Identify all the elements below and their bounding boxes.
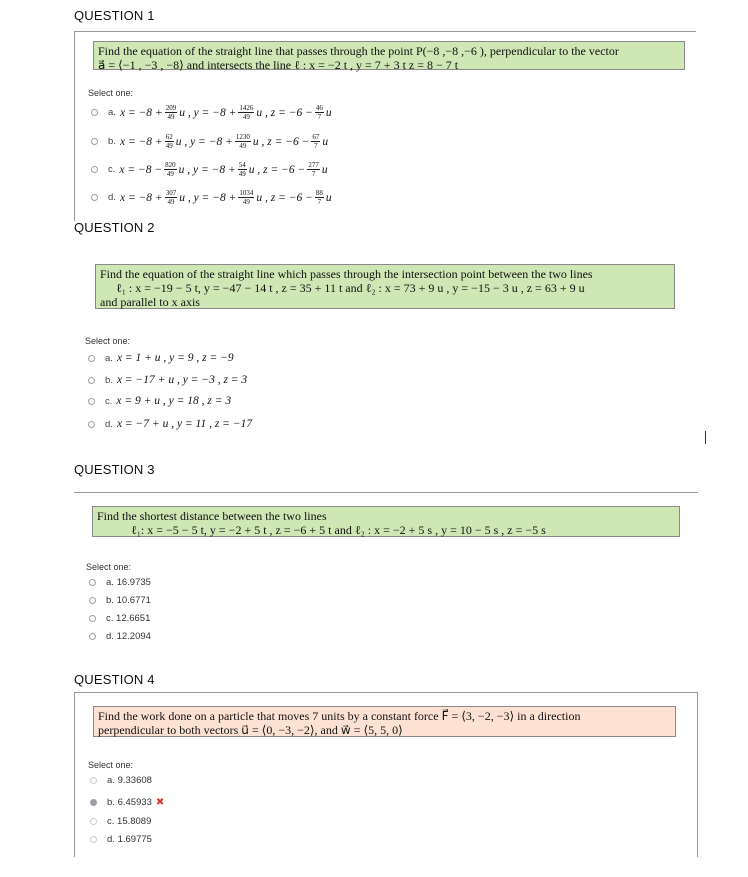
option-equation: x = 1 + u , y = 9 , z = −9	[116, 352, 234, 364]
option-letter: d.	[106, 631, 114, 642]
numerator: 88	[315, 189, 323, 197]
question-3-frame-top	[74, 492, 698, 493]
equation-part: u	[325, 191, 332, 204]
question-1-option-d[interactable]	[91, 189, 332, 206]
question-3-prompt	[92, 506, 680, 537]
numerator: 1426	[239, 104, 254, 112]
option-text	[107, 797, 152, 808]
option-letter: b.	[107, 797, 115, 808]
numerator: 1230	[235, 133, 250, 141]
question-4-option-d[interactable]	[90, 834, 152, 845]
option-letter: c.	[107, 816, 115, 827]
option-value: 16.9735	[116, 577, 151, 588]
denominator: 7	[317, 113, 322, 121]
numerator: 67	[312, 133, 320, 141]
fraction	[165, 189, 178, 206]
denominator: 7	[317, 198, 322, 206]
option-letter: c.	[106, 613, 114, 624]
option-letter: d.	[105, 418, 113, 430]
numerator: 62	[165, 133, 173, 141]
question-3-option-d[interactable]	[89, 631, 151, 642]
option-letter: b.	[106, 595, 114, 606]
numerator: 277	[308, 161, 319, 169]
question-2-title: QUESTION 2	[74, 220, 155, 235]
radio-button[interactable]	[88, 398, 95, 405]
equation-part: u	[325, 106, 332, 119]
radio-button[interactable]	[91, 109, 98, 116]
equation-part: u , z = −6 −	[252, 135, 310, 148]
radio-button[interactable]	[90, 836, 97, 843]
radio-button[interactable]	[91, 166, 98, 173]
question-2-prompt-line-1: Find the equation of the straight line which passes through the intersection point between the two lines	[100, 267, 593, 281]
question-3-option-c[interactable]	[89, 613, 150, 624]
fraction	[164, 161, 177, 178]
denominator: 49	[239, 142, 247, 150]
option-equation: x = −17 + u , y = −3 , z = 3	[116, 374, 248, 386]
equation-part: x = −8 +	[119, 106, 163, 119]
question-4-prompt	[93, 706, 676, 737]
question-2-option-d[interactable]	[88, 418, 252, 430]
question-3-option-b[interactable]	[89, 595, 151, 606]
radio-button[interactable]	[89, 615, 96, 622]
question-1-select-one: Select one:	[88, 88, 134, 98]
fraction	[238, 189, 254, 206]
question-4-frame-right	[697, 692, 698, 857]
option-equation	[120, 104, 332, 121]
option-text	[106, 631, 151, 642]
equation-part: u	[321, 163, 328, 176]
option-value: 12.2094	[116, 631, 151, 642]
fraction	[165, 133, 174, 150]
denominator: 49	[167, 113, 175, 121]
option-text	[106, 595, 151, 606]
option-letter: b.	[108, 136, 116, 147]
radio-button[interactable]	[91, 138, 98, 145]
question-2-option-b[interactable]	[88, 374, 247, 386]
question-4-frame-top	[74, 692, 698, 693]
denominator: 7	[311, 170, 316, 178]
equation-part: u , z = −6 −	[256, 106, 313, 119]
denominator: 49	[165, 142, 173, 150]
option-equation	[120, 133, 328, 150]
option-letter: b.	[105, 374, 113, 386]
question-2-prompt-line-2: ℓ₁ : x = −19 − 5 t, y = −47 − 14 t , z = 35 + 11 t and ℓ₂ : x = 73 + 9 u , y = −15 − 3 u , z = 63 + 9 u	[116, 281, 585, 295]
radio-button[interactable]	[88, 377, 95, 384]
radio-button-selected[interactable]	[90, 799, 97, 806]
question-4-option-a[interactable]	[90, 775, 152, 786]
question-2-option-c[interactable]	[88, 395, 231, 407]
question-1-option-a[interactable]	[91, 104, 332, 121]
question-4-option-c[interactable]	[90, 816, 151, 827]
question-1-option-c[interactable]	[91, 161, 328, 178]
denominator: 49	[242, 198, 250, 206]
numerator: 209	[165, 104, 177, 112]
fraction	[315, 189, 324, 206]
radio-button[interactable]	[89, 633, 96, 640]
option-equation	[120, 189, 332, 206]
question-1-title: QUESTION 1	[74, 8, 155, 23]
radio-button[interactable]	[90, 818, 97, 825]
numerator: 1034	[239, 189, 254, 197]
option-text	[107, 816, 151, 827]
option-text	[106, 577, 151, 588]
question-2-option-a[interactable]	[88, 352, 234, 364]
fraction	[235, 133, 251, 150]
option-equation: x = −7 + u , y = 11 , z = −17	[116, 418, 253, 430]
option-value: 1.69775	[117, 834, 152, 845]
question-4-select-one: Select one:	[88, 760, 134, 770]
fraction	[307, 161, 320, 178]
option-letter: c.	[108, 164, 116, 175]
option-letter: a.	[106, 577, 114, 588]
numerator: 307	[165, 189, 177, 197]
option-equation: x = 9 + u , y = 18 , z = 3	[116, 395, 232, 407]
text-cursor	[705, 431, 706, 444]
question-1-frame-top	[74, 31, 696, 32]
option-value: 15.8089	[117, 816, 152, 827]
fraction	[165, 104, 178, 121]
question-1-prompt-line-2: a⃗ = ⟨−1 , −3 , −8⟩ and intersects the line ℓ : x = −2 t , y = 7 + 3 t z = 8 − 7 t	[98, 58, 459, 72]
radio-button[interactable]	[91, 194, 98, 201]
question-1-option-b[interactable]	[91, 133, 328, 150]
question-2-prompt	[95, 264, 675, 309]
question-3-title: QUESTION 3	[74, 462, 155, 477]
question-3-prompt-line-2: ℓ₁: x = −5 − 5 t, y = −2 + 5 t , z = −6 + 5 t and ℓ₂ : x = −2 + 5 s , y = 10 − 5 s , z = −5 s	[131, 523, 546, 537]
option-text	[106, 613, 150, 624]
equation-part: x = −8 +	[119, 135, 163, 148]
numerator: 820	[165, 161, 176, 169]
equation-part: u , y = −8 +	[178, 163, 236, 176]
option-text	[107, 775, 152, 786]
equation-part: x = −8 +	[119, 191, 163, 204]
equation-part: u , y = −8 +	[179, 191, 237, 204]
denominator: 49	[167, 198, 175, 206]
radio-button[interactable]	[89, 597, 96, 604]
radio-button[interactable]	[90, 777, 97, 784]
option-value: 10.6771	[116, 595, 151, 606]
option-letter: a.	[105, 352, 113, 364]
question-4-prompt-line-1: Find the work done on a particle that moves 7 units by a constant force F⃗ = ⟨3, −2, −3⟩ in a direction	[98, 709, 581, 723]
question-1-prompt-line-1: Find the equation of the straight line that passes through the point P(−8 ,−8 ,−6 ), perpendicular to the vector	[98, 44, 619, 58]
incorrect-icon: ✖	[155, 797, 165, 808]
question-1-prompt	[93, 41, 685, 70]
radio-button[interactable]	[88, 421, 95, 428]
denominator: 49	[242, 113, 250, 121]
equation-part: u , y = −8 +	[179, 106, 237, 119]
option-value: 12.6651	[116, 613, 151, 624]
numerator: 54	[238, 161, 246, 169]
equation-part: u , z = −6 −	[248, 163, 306, 176]
option-value: 6.45933	[117, 797, 152, 808]
option-letter: c.	[105, 395, 113, 407]
question-3-prompt-line-1: Find the shortest distance between the two lines	[97, 509, 327, 523]
question-1-frame-left	[74, 31, 75, 221]
denominator: 49	[166, 170, 174, 178]
option-value: 9.33608	[117, 775, 152, 786]
fraction	[238, 104, 254, 121]
fraction	[315, 104, 324, 121]
option-letter: a.	[107, 775, 115, 786]
question-4-prompt-line-2: perpendicular to both vectors u⃗ = ⟨0, −3, −2⟩, and w⃗ = ⟨5, 5, 0⟩	[98, 723, 403, 737]
radio-button[interactable]	[89, 579, 96, 586]
equation-part: u	[322, 135, 329, 148]
equation-part: x = −8 −	[119, 163, 163, 176]
denominator: 7	[314, 142, 318, 150]
option-equation	[119, 161, 327, 178]
question-2-prompt-line-3: and parallel to x axis	[100, 295, 200, 309]
question-4-frame-left	[74, 692, 75, 857]
question-4-title: QUESTION 4	[74, 672, 155, 687]
fraction	[311, 133, 320, 150]
question-3-option-a[interactable]	[89, 577, 151, 588]
equation-part: u , z = −6 −	[256, 191, 313, 204]
option-text	[107, 834, 152, 845]
question-4-option-b[interactable]	[90, 797, 164, 808]
equation-part: u , y = −8 +	[175, 135, 233, 148]
denominator: 49	[238, 170, 246, 178]
option-letter: a.	[108, 107, 116, 118]
radio-button[interactable]	[88, 355, 95, 362]
question-3-select-one: Select one:	[86, 562, 132, 572]
option-letter: d.	[108, 192, 116, 203]
fraction	[238, 161, 247, 178]
option-letter: d.	[107, 834, 115, 845]
question-2-select-one: Select one:	[85, 336, 131, 346]
numerator: 46	[315, 104, 323, 112]
